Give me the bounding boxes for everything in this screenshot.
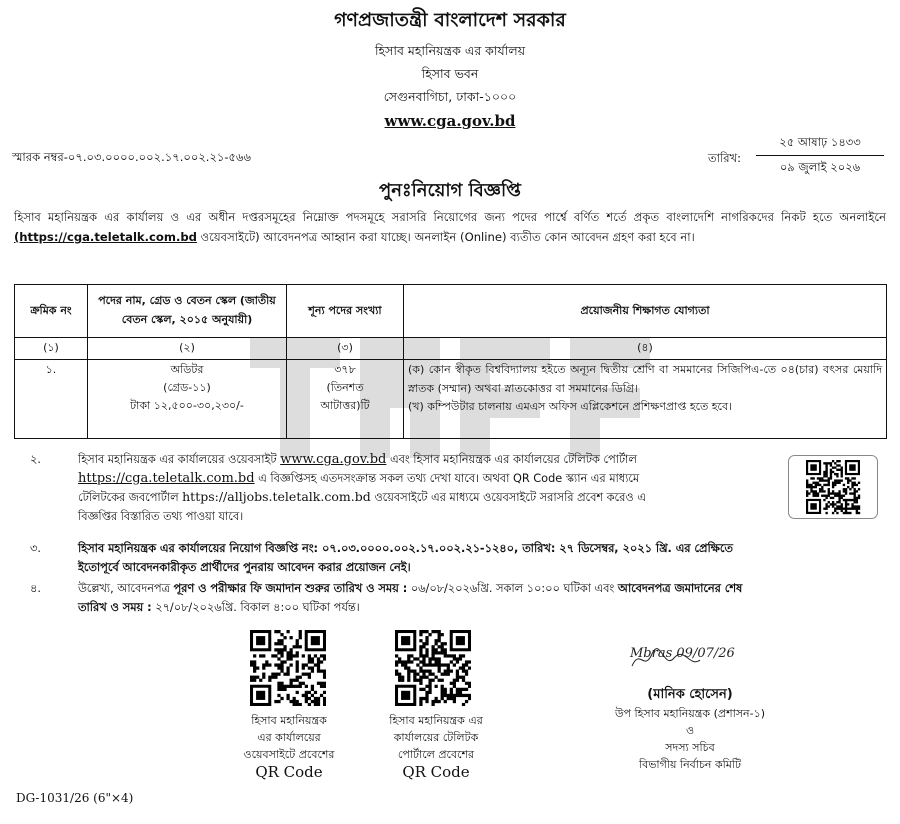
header-qualification: প্রয়োজনীয় শিক্ষাগত যোগ্যতা bbox=[404, 285, 887, 338]
qr-caption-line: কার্যালয়ের টেলিটক bbox=[393, 731, 479, 744]
teletalk-portal-link[interactable]: https://cga.teletalk.com.bd bbox=[78, 470, 255, 486]
date-english: ০৯ জুলাই ২০২৬ bbox=[779, 160, 861, 174]
item-text bbox=[78, 580, 890, 617]
website-link[interactable]: www.cga.gov.bd bbox=[384, 112, 516, 130]
signatory-committee: বিভাগীয় নির্বাচন কমিটি bbox=[638, 758, 742, 771]
posts-table bbox=[14, 284, 887, 439]
signature-scribble bbox=[630, 646, 780, 674]
qr-caption-line: হিসাব মহানিয়ন্ত্রক এর bbox=[389, 714, 483, 727]
teletalk-link[interactable]: (https://cga.teletalk.com.bd bbox=[14, 230, 197, 244]
item-text: তারিখ ও সময় : bbox=[78, 600, 152, 614]
header-post: পদের নাম, গ্রেড ও বেতন স্কেল (জাতীয় বেতন স্কেল, ২০১৫ অনুযায়ী) bbox=[88, 285, 287, 338]
qr-code-small[interactable] bbox=[788, 455, 878, 519]
col-number: (৩) bbox=[287, 338, 404, 360]
table-number-row bbox=[15, 338, 887, 360]
qr-code-teletalk[interactable] bbox=[395, 630, 471, 706]
building-name: হিসাব ভবন bbox=[421, 66, 479, 81]
intro-text-2: ওয়েবসাইটে) আবেদনপত্র আহ্বান করা যাচ্ছে। অনলাইন (Online) ব্যতীত কোন আবেদন গ্রহণ করা হবে না। bbox=[200, 230, 695, 244]
handwritten-signature: Mbras 09/07/26 bbox=[630, 646, 735, 661]
item-text: ওয়েবসাইটে এর মাধ্যমে ওয়েবসাইটে সরাসরি প্রবেশ করেও এ bbox=[374, 491, 646, 504]
item-text: উল্লেখ্য, আবেদনপত্র bbox=[78, 582, 170, 595]
item-text: হিসাব মহানিয়ন্ত্রক এর কার্যালয়ের নিয়োগ বিজ্ঞপ্তি নং: ০৭.০৩.০০০০.০০২.১৭.০০২.২১-১২৪০, তারিখ: ২৭ ডিসেম্বর, ২০২১ খ্রি. এর প্রেক্ষিতে bbox=[78, 542, 733, 555]
item-text: হিসাব মহানিয়ন্ত্রক এর কার্যালয়ের ওয়েবসাইট bbox=[78, 453, 277, 466]
qr-code-website[interactable] bbox=[250, 630, 326, 706]
item-number: ৪. bbox=[30, 582, 41, 595]
item-text: ইতোপূর্বে আবেদনকারীকৃত প্রার্থীদের পুনরায় আবেদন করার প্রয়োজন নেই। bbox=[78, 560, 411, 574]
item-text bbox=[78, 540, 890, 577]
alljobs-link[interactable]: https://alljobs.teletalk.com.bd bbox=[182, 489, 371, 504]
item-text: এ বিজ্ঞপ্তিসহ এতদসংক্রান্ত সকল তথ্য দেখা যাবে। অথবা QR Code স্ক্যান এর মাধ্যমে bbox=[258, 471, 640, 485]
table-row bbox=[15, 360, 887, 439]
qr-code-label: QR Code bbox=[255, 763, 323, 781]
post-scale: টাকা ১২,৫০০-৩০,২৩০/- bbox=[130, 399, 244, 412]
date-box bbox=[756, 134, 884, 178]
row-post bbox=[88, 360, 287, 439]
item-text bbox=[78, 451, 790, 526]
item-text: বিজ্ঞপ্তির বিস্তারিত তথ্য পাওয়া যাবে। bbox=[78, 509, 244, 523]
qr-caption-line: হিসাব মহানিয়ন্ত্রক bbox=[251, 714, 327, 727]
header-vacancy: শূন্য পদের সংখ্যা bbox=[287, 285, 404, 338]
signatory-details bbox=[560, 705, 820, 773]
post-name: অডিটর bbox=[170, 363, 204, 376]
row-qualification bbox=[404, 360, 887, 439]
item-text: টেলিটকের জবপোর্টাল bbox=[78, 491, 179, 504]
vacancy-words: (তিনশত bbox=[326, 381, 364, 394]
list-item-2 bbox=[30, 451, 790, 531]
list-item-3 bbox=[30, 540, 890, 580]
vacancy-number: ৩৭৮ bbox=[334, 363, 356, 376]
office-address: সেগুনবাগিচা, ঢাকা-১০০০ bbox=[383, 89, 517, 104]
qr-caption-line: ওয়েবসাইটে প্রবেশের bbox=[243, 748, 335, 761]
post-grade: (গ্রেড-১১) bbox=[163, 381, 211, 394]
row-vacancy bbox=[287, 360, 404, 439]
intro-text-1: হিসাব মহানিয়ন্ত্রক এর কার্যালয় ও এর অধীন দপ্তরসমূহের নিম্নোক্ত পদসমূহে সরাসরি নিয়োগের জন্য পদের পার্শ্বে বর্ণিত শর্তে প্রকৃত বাংলাদেশি নাগরিকদের নিকট হতে অনলাইনে bbox=[14, 210, 886, 224]
item-text: পূরণ ও পরীক্ষার ফি জমাদান শুরুর তারিখ ও সময় : bbox=[173, 582, 408, 595]
signatory-and: ও bbox=[685, 724, 695, 737]
date-bangla: ২৫ আষাঢ় ১৪৩৩ bbox=[756, 134, 884, 156]
qr-code-label: QR Code bbox=[402, 763, 470, 781]
qr-caption-line: এর কার্যালয়ের bbox=[257, 731, 321, 744]
signatory-designation: উপ হিসাব মহানিয়ন্ত্রক (প্রশাসন-১) bbox=[614, 707, 766, 720]
signatory-role: সদস্য সচিব bbox=[665, 741, 715, 754]
government-name: গণপ্রজাতন্ত্রী বাংলাদেশ সরকার bbox=[334, 9, 566, 31]
col-number: (১) bbox=[15, 338, 88, 360]
item-text: ২৭/০৮/২০২৬খ্রি. বিকাল ৪:০০ ঘটিকা পর্যন্ত। bbox=[155, 600, 360, 614]
col-number: (২) bbox=[88, 338, 287, 360]
item-text: এবং হিসাব মহানিয়ন্ত্রক এর কার্যালয়ের টেলিটক পোর্টাল bbox=[389, 453, 637, 466]
date-label: তারিখ: bbox=[708, 151, 742, 165]
item-number: ২. bbox=[30, 453, 41, 466]
table-header-row bbox=[15, 285, 887, 338]
footer-code: DG-1031/26 (6"×4) bbox=[16, 791, 134, 805]
signatory-name: (মানিক হোসেন) bbox=[647, 687, 733, 702]
qualification-b: (খ) কম্পিউটার চালনায় এমএস অফিস এপ্লিকেশনে প্রশিক্ষণপ্রাপ্ত হতে হবে। bbox=[408, 400, 733, 413]
row-serial: ১. bbox=[15, 360, 88, 439]
vacancy-words-2: আটাত্তর)টি bbox=[320, 399, 370, 412]
qr-website-caption bbox=[205, 712, 373, 781]
intro-paragraph bbox=[14, 207, 886, 247]
item-number: ৩. bbox=[30, 542, 41, 555]
qualification-a: (ক) কোন স্বীকৃত বিশ্ববিদ্যালয় হইতে অন্যূন দ্বিতীয় শ্রেণি বা সমমানের সিজিপিএ-তে ০৪(চার) বৎসর মেয়াদি স্নাতক (সম্মান) অথবা স্নাতকোত্তর বা সমমানের ডিগ্রি। bbox=[408, 363, 882, 395]
item-text: ০৬/০৮/২০২৬খ্রি. সকাল ১০:০০ ঘটিকা এবং bbox=[410, 582, 615, 595]
item-text: আবেদনপত্র জমাদানের শেষ bbox=[617, 582, 743, 595]
col-number: (৪) bbox=[404, 338, 887, 360]
list-item-4 bbox=[30, 580, 890, 620]
qr-teletalk-caption bbox=[352, 712, 520, 781]
memo-number: স্মারক নম্বর-০৭.০৩.০০০০.০০২.১৭.০০২.২১-৫৬৬ bbox=[12, 150, 251, 164]
office-name: হিসাব মহানিয়ন্ত্রক এর কার্যালয় bbox=[374, 43, 526, 58]
qr-caption-line: পোর্টালে প্রবেশের bbox=[397, 748, 475, 761]
header-serial: ক্রমিক নং bbox=[15, 285, 88, 338]
cga-website-link[interactable]: www.cga.gov.bd bbox=[280, 452, 387, 467]
notice-title: পুনঃনিয়োগ বিজ্ঞপ্তি bbox=[379, 180, 521, 201]
